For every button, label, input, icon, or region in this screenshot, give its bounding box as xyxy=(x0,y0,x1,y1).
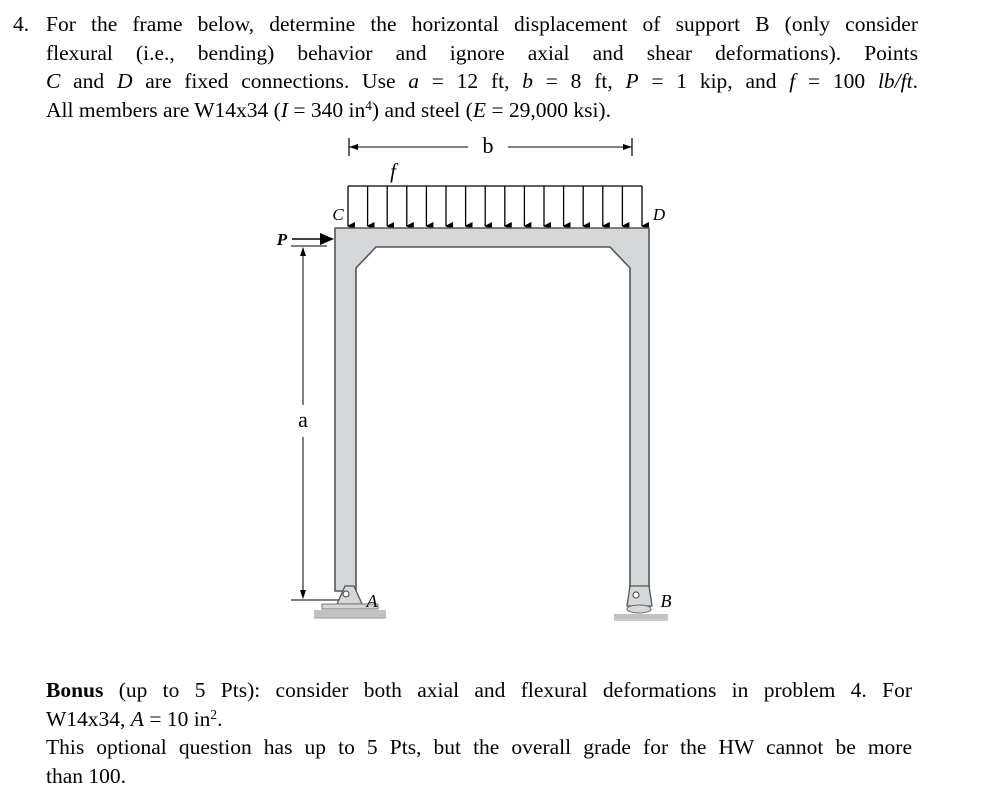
bonus-line-4: than 100. xyxy=(46,763,127,788)
label-B: B xyxy=(660,591,672,611)
label-p: P xyxy=(276,230,288,249)
bonus-line-2: W14x34, A = 10 $in^2$. xyxy=(46,706,223,731)
bonus-title: Bonus xyxy=(46,678,104,702)
bonus-line-3: This optional question has up to 5 Pts, but the overall grade for the HW cannot be more xyxy=(46,735,912,759)
problem-line-1: For the frame below, determine the horizontal displacement of support B (only consider xyxy=(46,12,918,36)
frame-members xyxy=(335,228,649,591)
var-area: A xyxy=(130,706,144,731)
var-a: a xyxy=(408,69,420,93)
bonus-line-1: Bonus (up to 5 Pts): consider both axial and flexural deformations in problem 4. For xyxy=(46,678,912,702)
unit-lb-ft: lb/ft xyxy=(877,69,913,93)
var-i: I xyxy=(280,97,289,122)
problem-line-3: C and D are fixed connections. Use a = 12 ft, b = 8 ft, P = 1 kip, and f = 100 lb/ft. xyxy=(46,69,918,93)
label-b: b xyxy=(482,133,494,158)
exponent-2: 2 xyxy=(210,706,218,722)
var-b: b xyxy=(522,69,533,93)
problem-number: 4. xyxy=(13,12,30,36)
problem-line-4: All members are W14x34 (I = 340 $in^4$) and steel (E = 29,000 ksi). xyxy=(46,97,611,122)
label-A: A xyxy=(366,591,378,611)
var-p: P xyxy=(625,69,639,93)
bonus-statement xyxy=(46,676,912,790)
var-d: D xyxy=(116,69,133,93)
problem-line-2: flexural (i.e., bending) behavior and ignore axial and shear deformations). Points xyxy=(46,40,918,65)
var-e: E xyxy=(472,97,486,122)
label-a: a xyxy=(298,407,308,432)
dimension-b xyxy=(349,133,632,158)
exponent-4: 4 xyxy=(365,97,372,113)
label-d: D xyxy=(652,205,666,224)
distributed-load xyxy=(348,186,642,226)
var-f: f xyxy=(789,69,796,93)
label-c: C xyxy=(332,205,344,224)
var-c: C xyxy=(46,69,61,93)
label-f: f xyxy=(390,159,396,183)
